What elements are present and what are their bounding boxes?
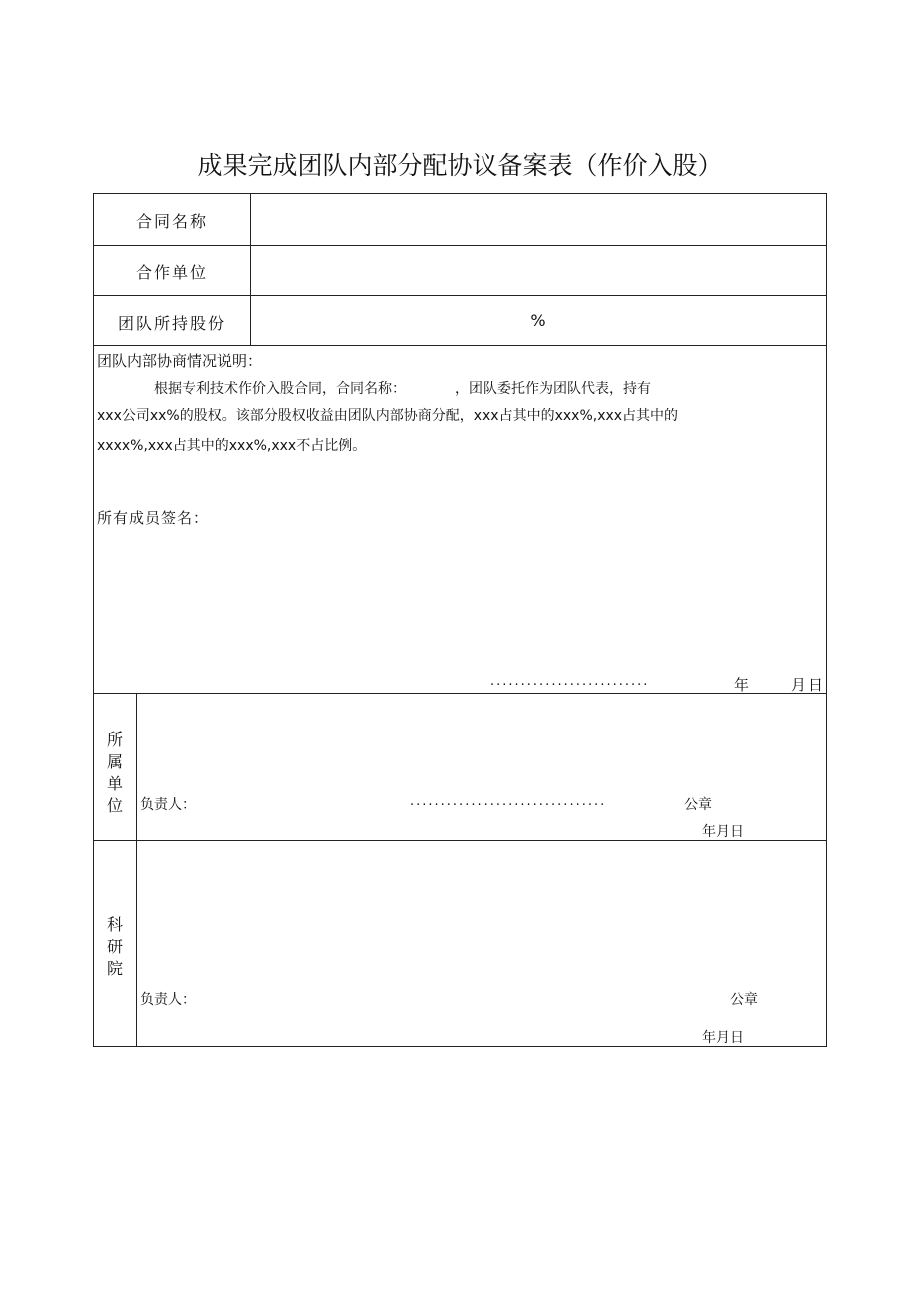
filing-form-table [93,193,827,1047]
description-heading: 团队内部协商情况说明： [97,352,263,370]
contract-name-label: 合同名称 [135,212,208,231]
row-divider [94,345,826,346]
date-dots: .......................... [490,674,650,689]
description-line: xxx公司xx%的股权。该部分股权收益由团队内部协商分配，xxx占其中的xxx%,xxx占其中的 [97,408,679,424]
page-title: 成果完成团队内部分配协议备案表（作价入股） [197,151,723,180]
row-divider [94,693,826,694]
column-divider [136,693,137,1046]
affiliated-seal: 公章 [684,797,712,813]
research-date: 年月日 [702,1030,744,1046]
partner-unit-label: 合作单位 [135,263,208,282]
row-divider [94,295,826,296]
research-institute-label: 科研院 [106,915,123,978]
team-shares-value[interactable]: % [530,311,546,330]
team-shares-label: 团队所持股份 [117,314,226,333]
contract-name-field[interactable] [254,202,822,240]
signature-label: 所有成员签名： [97,509,210,527]
research-responsible-label: 负责人： [140,992,196,1008]
partner-unit-field[interactable] [254,252,822,290]
research-seal: 公章 [730,992,758,1008]
description-line: 根据专利技术作价入股合同，合同名称： ，团队委托作为团队代表，持有 [154,381,651,397]
date-month-day: 月日 [791,676,826,694]
affiliated-responsible-label: 负责人： [140,797,196,813]
affiliated-unit-label: 所属单位 [106,730,123,815]
affiliated-date: 年月日 [702,824,744,840]
signature-area[interactable] [254,534,814,664]
affiliated-dots: ................................ [410,794,607,809]
date-year: 年 [734,676,750,694]
row-divider [94,245,826,246]
description-line: xxxx%,xxx占其中的xxx%,xxx不占比例。 [97,438,367,454]
